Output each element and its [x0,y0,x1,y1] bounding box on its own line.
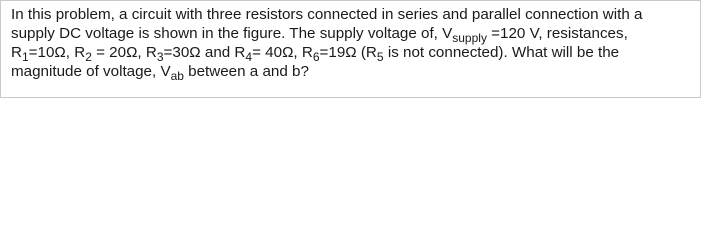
r5-subscript: 5 [376,50,384,64]
r1-symbol: R [11,44,22,61]
supply-voltage-intro: supply DC voltage is shown in the figure. The supply voltage of, V [11,25,453,42]
problem-line-2 [11,24,691,43]
problem-text [11,5,691,81]
question-end: between a and b? [183,63,309,80]
problem-line-1 [11,5,691,24]
problem-statement-box [0,0,701,98]
r1-subscript: 1 [21,50,29,64]
r1-value: =10Ω, R [28,44,86,61]
r3-subscript: 3 [156,50,164,64]
supply-voltage-value: =120 V, resistances, [486,25,628,42]
problem-line-4 [11,62,691,81]
r6-value: =19Ω (R [319,44,377,61]
r5-note: is not connected). What will be the [383,44,620,61]
r4-subscript: 4 [245,50,253,64]
question-text: magnitude of voltage, V [11,63,171,80]
r4-value: = 40Ω, R [252,44,313,61]
problem-line-3 [11,43,691,62]
r2-subscript: 2 [85,50,92,64]
r6-subscript: 6 [312,50,320,64]
r3-value: =30Ω and R [163,44,246,61]
problem-line-1-text: In this problem, a circuit with three resistors connected in series and parallel connection with a [11,6,643,23]
supply-subscript: supply [452,31,487,45]
vab-subscript: ab [170,69,184,83]
r2-value: = 20Ω, R [91,44,157,61]
